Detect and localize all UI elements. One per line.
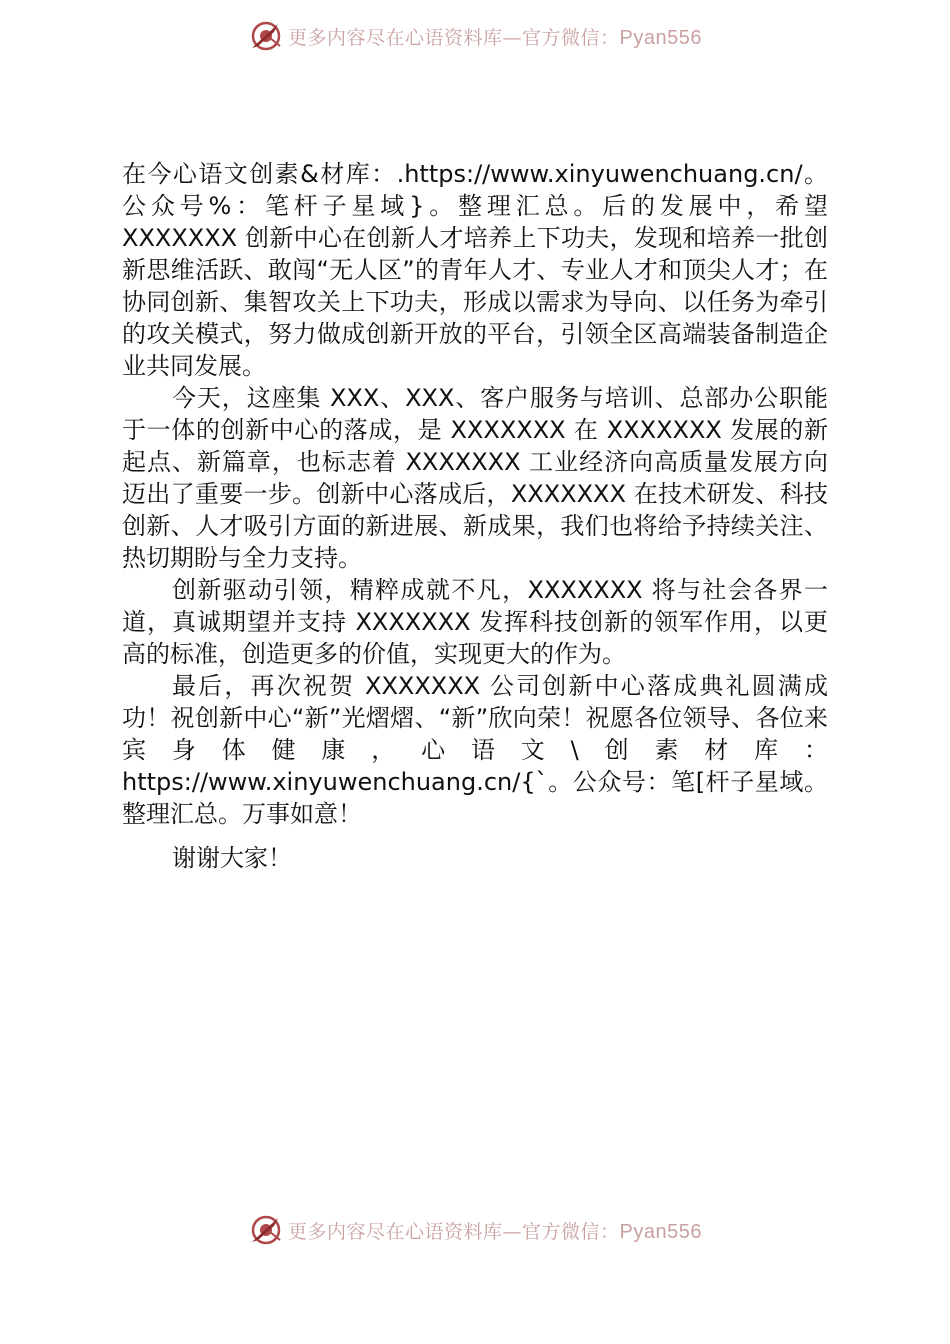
paragraph: 最后，再次祝贺 XXXXXXX 公司创新中心落成典礼圆满成功！祝创新中心“新”光熠熠、“新”欣向荣！祝愿各位领导、各位来宾身体健康，心语文\创素材库：https://www.xinyuwenchuang.cn/{`。公众号：笔[杆子星域。整理汇总。万事如意！	[122, 672, 828, 828]
quill-circle-logo-icon	[248, 18, 284, 54]
paragraph: 创新驱动引领，精粹成就不凡，XXXXXXX 将与社会各界一道，真诚期望并支持 XXXXXXX 发挥科技创新的领军作用，以更高的标准，创造更多的价值，实现更大的作为。	[122, 576, 828, 668]
quill-circle-logo-icon	[248, 1212, 284, 1248]
banner-text: 更多内容尽在心语资料库—官方微信：Pyan556	[288, 1220, 702, 1243]
header-banner	[0, 16, 950, 56]
closing-line: 谢谢大家！	[172, 844, 292, 872]
banner-text: 更多内容尽在心语资料库—官方微信：Pyan556	[288, 26, 702, 49]
paragraph: 今天，这座集 XXX、XXX、客户服务与培训、总部办公职能于一体的创新中心的落成，是 XXXXXXX 在 XXXXXXX 发展的新起点、新篇章，也标志着 XXXXXXX 工业经济向高质量发展方向迈出了重要一步。创新中心落成后，XXXXXXX 在技术研发、科技创新、人才吸引方面的新进展、新成果，我们也将给予持续关注、热切期盼与全力支持。	[122, 384, 828, 572]
footer-banner	[0, 1210, 950, 1250]
document-body	[122, 158, 828, 874]
paragraph: 在今心语文创素&材库：.https://www.xinyuwenchuang.cn/。公众号%：笔杆子星域}。整理汇总。后的发展中，希望 XXXXXXX 创新中心在创新人才培养上下功夫，发现和培养一批创新思维活跃、敢闯“无人区”的青年人才、专业人才和顶尖人才；在协同创新、集智攻关上下功夫，形成以需求为导向、以任务为牵引的攻关模式，努力做成创新开放的平台，引领全区高端装备制造企业共同发展。	[122, 160, 828, 380]
